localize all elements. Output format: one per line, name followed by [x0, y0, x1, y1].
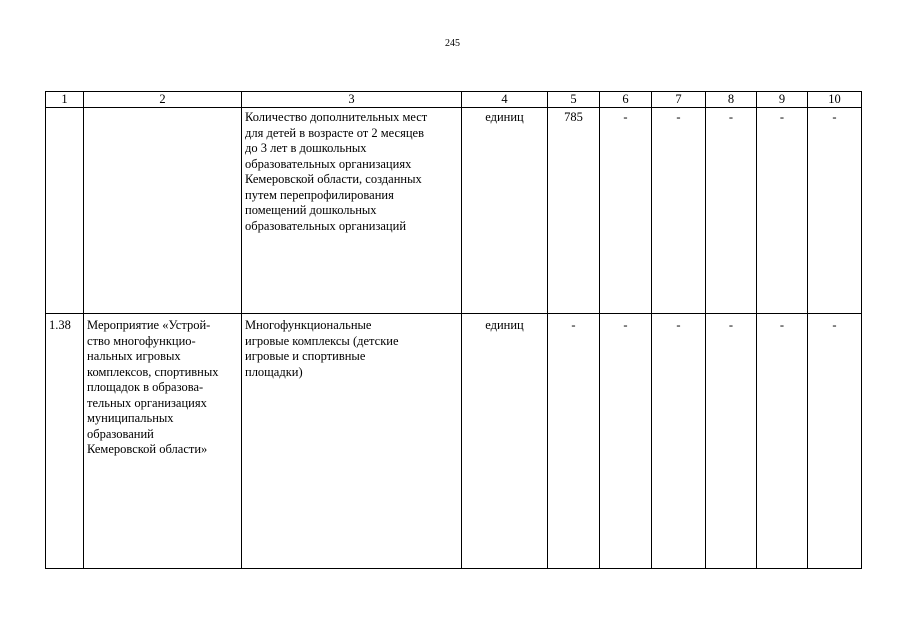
page-number: 245	[445, 38, 460, 49]
value-cell: -	[808, 108, 862, 314]
data-table	[45, 91, 862, 569]
table-header-row	[46, 92, 862, 108]
column-header: 5	[548, 92, 600, 108]
indicator-text: Многофункциональные игровые комплексы (детские игровые и спортивные площадки)	[245, 318, 399, 379]
table-row	[46, 108, 862, 314]
measure-cell	[84, 314, 242, 569]
unit-cell: единиц	[462, 108, 548, 314]
value-cell: -	[808, 314, 862, 569]
table-row	[46, 314, 862, 569]
value-cell: -	[757, 108, 808, 314]
unit-cell: единиц	[462, 314, 548, 569]
value-cell: -	[600, 314, 652, 569]
column-header: 10	[808, 92, 862, 108]
column-header: 6	[600, 92, 652, 108]
column-header: 3	[242, 92, 462, 108]
value-cell: -	[757, 314, 808, 569]
column-header: 9	[757, 92, 808, 108]
indicator-text: Количество дополнительных мест для детей в возрасте от 2 месяцев до 3 лет в дошкольных образовательных организациях Кемеровской области, созданных путем перепрофилирования помещений дошкольных образовательных организаций	[245, 110, 428, 233]
indicator-cell	[242, 108, 462, 314]
value-cell: -	[600, 108, 652, 314]
column-header: 8	[706, 92, 757, 108]
value-cell: -	[548, 314, 600, 569]
value-cell: -	[652, 108, 706, 314]
column-header: 1	[46, 92, 84, 108]
value-cell: -	[706, 314, 757, 569]
column-header: 4	[462, 92, 548, 108]
value-cell: 785	[548, 108, 600, 314]
row-number: 1.38	[46, 314, 84, 569]
value-cell: -	[652, 314, 706, 569]
column-header: 2	[84, 92, 242, 108]
measure-cell	[84, 108, 242, 314]
value-cell: -	[706, 108, 757, 314]
indicator-cell	[242, 314, 462, 569]
column-header: 7	[652, 92, 706, 108]
row-number	[46, 108, 84, 314]
measure-text: Мероприятие «Устрой- ство многофункцио- нальных игровых комплексов, спортивных площадок в образова- тельных организациях муниципальных образований Кемеровской области»	[87, 318, 219, 456]
